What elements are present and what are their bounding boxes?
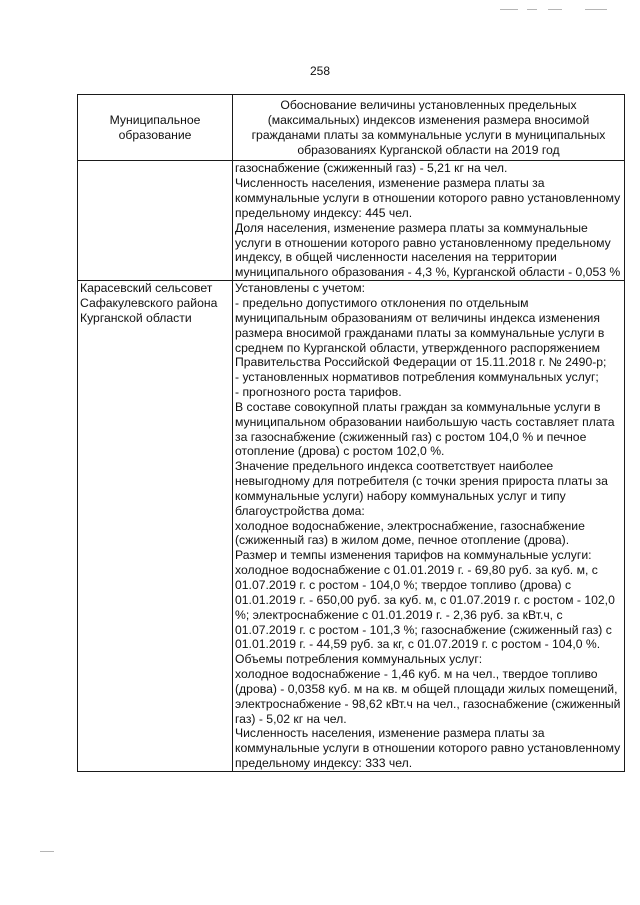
row-municipality-cell	[78, 161, 233, 281]
justification-paragraph: Численность населения, изменение размера платы за коммунальные услуги в отношении которого равно установленному предельному индексу: 445 чел.	[235, 176, 621, 220]
justification-paragraph: - предельно допустимого отклонения по отдельным муниципальным образованиям от величины индекса изменения размера вносимой гражданами платы за коммунальные услуги в среднем по Курганской области, утвержденного распоряжением Правительства Российской Федерации от 15.11.2018 г. № 2490-р;	[235, 295, 607, 370]
justification-paragraph: газоснабжение (сжиженный газ) - 5,21 кг на чел.	[235, 161, 508, 176]
scan-artifact-top-right-3	[548, 9, 562, 10]
scan-artifact-top-right-2	[527, 9, 537, 10]
page-number: 258	[309, 64, 331, 78]
justification-paragraph: холодное водоснабжение, электроснабжение, газоснабжение (сжиженный газ) в жилом доме, печное отопление (дрова).	[235, 518, 585, 548]
table-row	[78, 281, 625, 772]
justification-paragraph: - прогнозного роста тарифов.	[235, 385, 402, 400]
justification-paragraph: Установлены с учетом:	[235, 281, 365, 296]
justification-table	[77, 94, 625, 772]
header-municipality: Муниципальное образование	[78, 95, 233, 161]
justification-paragraph: холодное водоснабжение с 01.01.2019 г. - 69,80 руб. за куб. м, с 01.07.2019 г. с ростом - 104,0 %; твердое топливо (дрова) с 01.01.2019 г. - 650,00 руб. за куб. м, с 01.07.2019 г. с ростом - 102,0 %; электроснабжение с 01.01.2019 г. - 2,36 руб. за кВт.ч, с 01.07.2019 г. с ростом - 101,3 %; газоснабжение (сжиженный газ) с 01.01.2019 г. - 44,59 руб. за кг, с 01.07.2019 г. с ростом - 104,0 %.	[235, 563, 615, 652]
justification-paragraph: Размер и темпы изменения тарифов на коммунальные услуги:	[235, 548, 592, 563]
scan-artifact-top-right-4	[585, 9, 607, 10]
row-municipality-cell: Карасевский сельсовет Сафакулевского района Курганской области	[78, 281, 233, 772]
justification-paragraph: Численность населения, изменение размера платы за коммунальные услуги в отношении которого равно установленному предельному индексу: 333 чел.	[235, 726, 621, 771]
scan-artifact-top-right-1	[500, 9, 518, 10]
justification-paragraph: холодное водоснабжение - 1,46 куб. м на чел., твердое топливо (дрова) - 0,0358 куб. м на кв. м общей площади жилых помещений, электроснабжение - 98,62 кВт.ч на чел., газоснабжение (сжиженный газ) - 5,02 кг на чел.	[235, 667, 621, 726]
justification-paragraph: Значение предельного индекса соответствует наиболее невыгодному для потребителя (с точки зрения прироста платы за коммунальные услуги) набору коммунальных услуг и типу благоустройства дома:	[235, 459, 608, 518]
justification-paragraph: Объемы потребления коммунальных услуг:	[235, 652, 483, 667]
header-justification: Обоснование величины установленных предельных (максимальных) индексов изменения размера вносимой гражданами платы за коммунальные услуги в муниципальных образованиях Курганской области на 2019 год	[233, 95, 625, 161]
table-row	[78, 161, 625, 281]
justification-paragraph: Доля населения, изменение размера платы за коммунальные услуги в отношении которого равно установленному предельному индексу, в общей численности населения на территории муниципального образования - 4,3 %, Курганской области - 0,053 %	[235, 220, 621, 280]
row-justification-cell	[233, 281, 625, 772]
scan-artifact-bottom-left	[40, 851, 54, 852]
table-header-row	[78, 95, 625, 161]
row-justification-cell	[233, 161, 625, 281]
justification-paragraph: - установленных нормативов потребления коммунальных услуг;	[235, 370, 599, 385]
justification-paragraph: В составе совокупной платы граждан за коммунальные услуги в муниципальном образовании наибольшую часть составляет плата за газоснабжение (сжиженный газ) с ростом 104,0 % и печное отопление (дрова) с ростом 102,0 %.	[235, 399, 615, 459]
